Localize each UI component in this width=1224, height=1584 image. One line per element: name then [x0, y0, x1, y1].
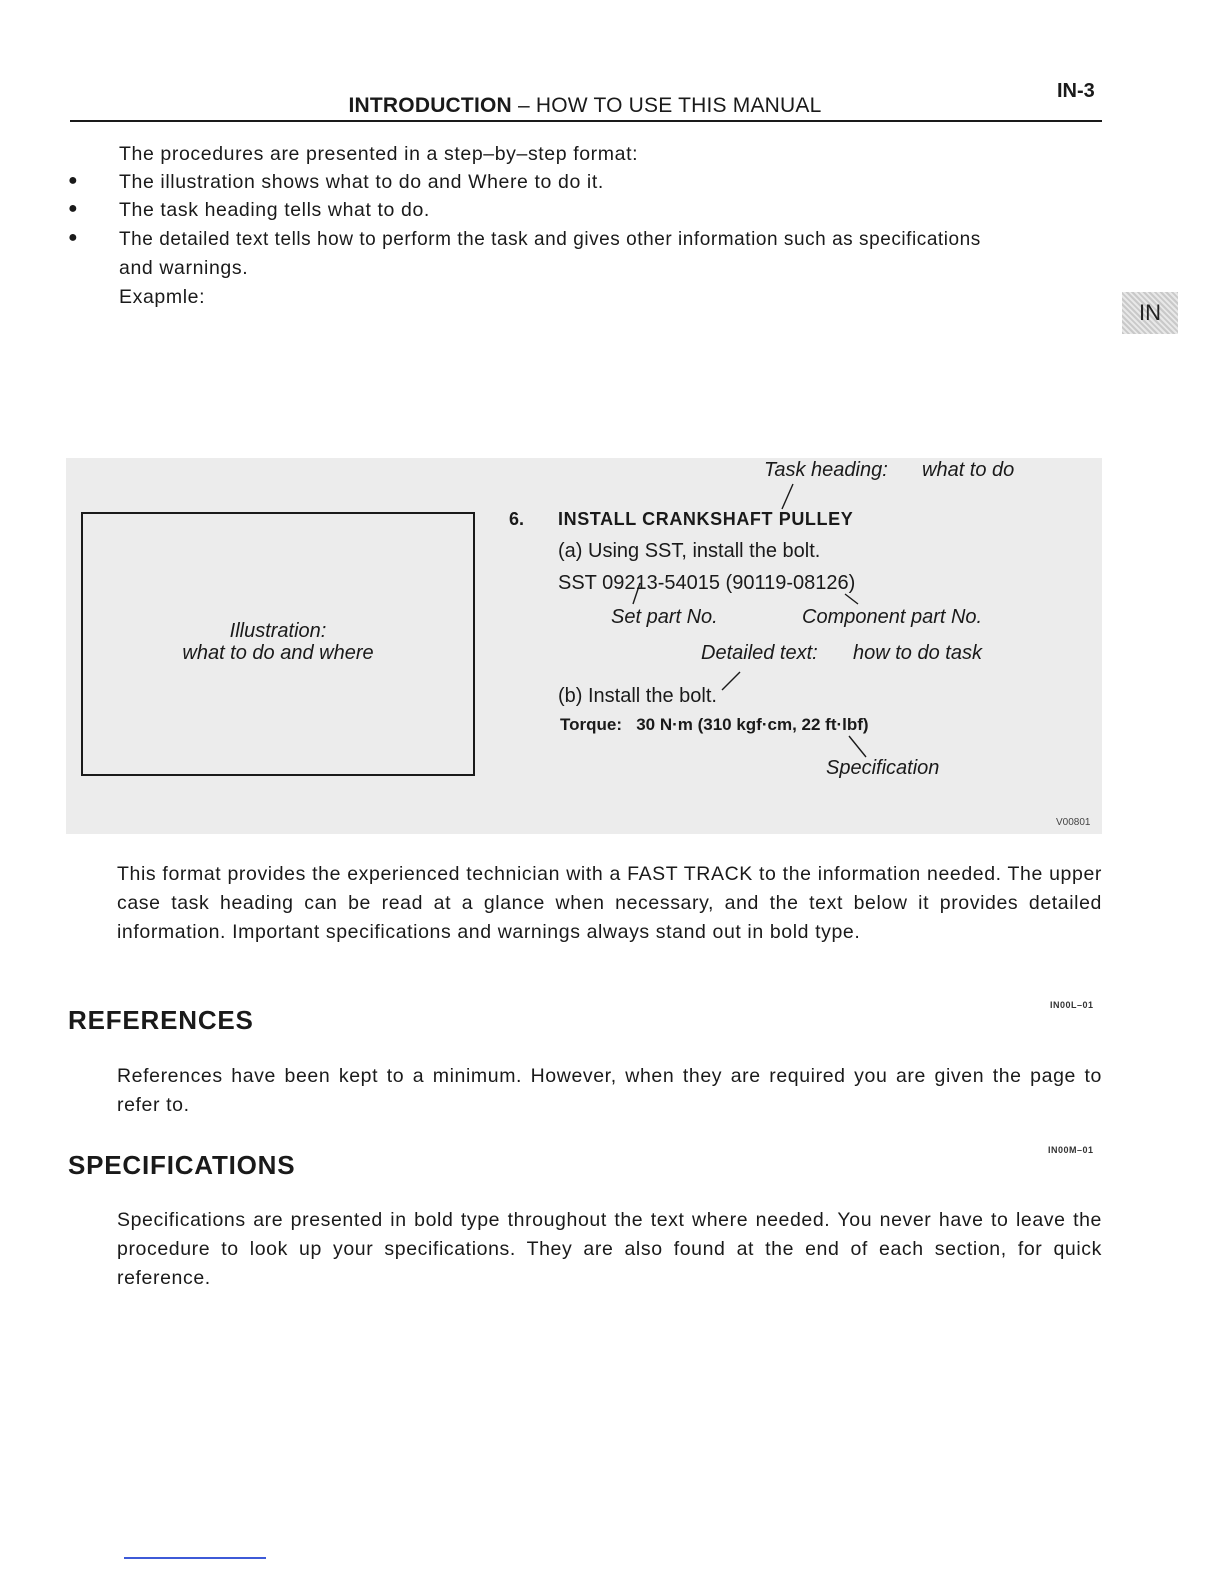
task-heading-note: Task heading:	[764, 459, 888, 481]
set-part-note: Set part No.	[611, 606, 718, 628]
header-section: INTRODUCTION	[348, 94, 512, 117]
header-separator: –	[517, 94, 530, 117]
figure-code: V00801	[1056, 817, 1091, 828]
bullet-item: The task heading tells what to do.	[119, 199, 430, 221]
leader-detailed-text	[722, 672, 740, 690]
leader-specification	[849, 736, 866, 757]
specification-note: Specification	[826, 757, 940, 779]
torque-label: Torque:	[560, 715, 623, 734]
bullet-dot: ●	[68, 200, 78, 217]
leader-task-heading	[782, 484, 793, 509]
bullet-dot: ●	[68, 172, 78, 189]
fast-track-paragraph: This format provides the experienced technician with a FAST TRACK to the information needed. The upper case task heading can be read at a glance when necessary, and the text below it provides detailed information. Important specifications and warnings always stand out in bold type.	[117, 863, 1102, 943]
page-number: IN-3	[1057, 80, 1095, 102]
header-subtitle: HOW TO USE THIS MANUAL	[535, 94, 822, 117]
leader-component-part	[845, 594, 858, 604]
specifications-paragraph: Specifications are presented in bold type throughout the text where needed. You never have to leave the procedure to look up your specifications. They are also found at the end of each section, for quick reference.	[117, 1209, 1102, 1289]
illustration-caption-line2: what to do and where	[182, 642, 374, 664]
bullet-item: The illustration shows what to do and Where to do it.	[119, 171, 604, 193]
specifications-code: IN00M–01	[1048, 1145, 1094, 1155]
step-number: 6.	[509, 509, 525, 529]
intro-lead: The procedures are presented in a step–by–step format:	[119, 143, 639, 165]
bullet-dot: ●	[68, 229, 78, 246]
torque-value: 30 N·m (310 kgf·cm, 22 ft·lbf)	[636, 715, 869, 734]
references-paragraph: References have been kept to a minimum. However, when they are required you are given the page to refer to.	[117, 1065, 1102, 1116]
detailed-text-note: Detailed text:	[701, 642, 818, 664]
task-heading-note-desc: what to do	[922, 459, 1015, 481]
leader-set-part	[633, 583, 640, 604]
illustration-caption-line1: Illustration:	[229, 620, 327, 642]
section-tab: IN	[1122, 292, 1178, 334]
step-sub-a: (a) Using SST, install the bolt.	[558, 540, 821, 562]
step-sub-b: (b) Install the bolt.	[558, 685, 717, 707]
component-part-note: Component part No.	[802, 606, 983, 628]
references-heading: REFERENCES	[68, 1005, 254, 1035]
example-label: Exapmle:	[119, 286, 206, 308]
bullet-item-continuation: and warnings.	[119, 257, 249, 279]
sst-line: SST 09213-54015 (90119-08126)	[558, 572, 856, 594]
specifications-heading: SPECIFICATIONS	[68, 1150, 296, 1180]
detailed-text-note-desc: how to do task	[853, 642, 982, 664]
references-code: IN00L–01	[1050, 1000, 1094, 1010]
footer-rule	[124, 1557, 266, 1559]
step-title: INSTALL CRANKSHAFT PULLEY	[558, 509, 854, 529]
bullet-item: The detailed text tells how to perform the task and gives other information such as specifications	[119, 229, 981, 250]
